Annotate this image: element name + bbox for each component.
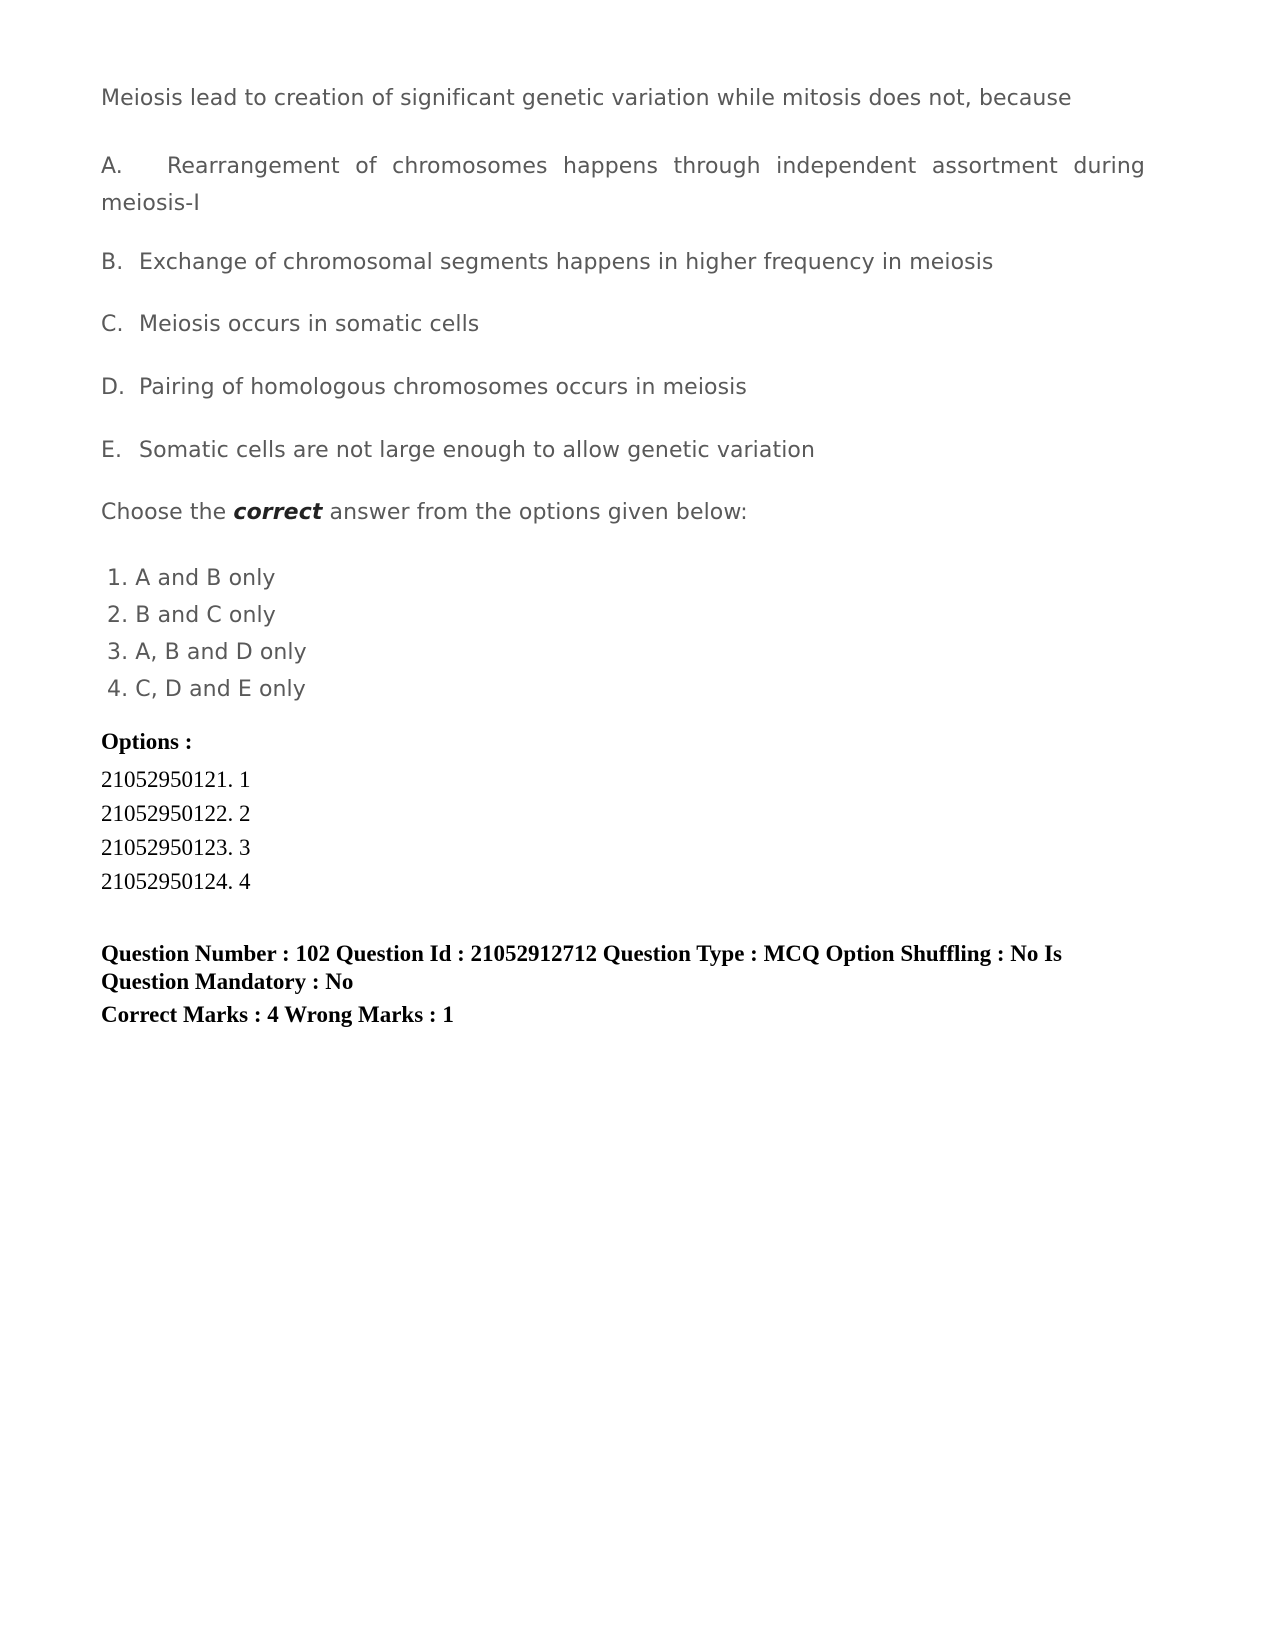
option-item: 21052950124. 4 — [101, 869, 251, 894]
statement-a-first — [101, 148, 340, 185]
statement-word: happens — [563, 154, 659, 179]
answer-instruction — [101, 500, 748, 525]
question-stem: Meiosis lead to creation of significant genetic variation while mitosis does not, because — [101, 86, 1072, 111]
next-question-marks: Correct Marks : 4 Wrong Marks : 1 — [101, 1002, 454, 1027]
statement-word: through — [673, 154, 761, 179]
statement-word: during — [1073, 154, 1145, 179]
answer-choice: 2. B and C only — [107, 603, 276, 628]
statement-a-line1 — [101, 148, 1145, 185]
statement-text: Meiosis occurs in somatic cells — [139, 312, 480, 337]
statement-word: of — [355, 154, 377, 179]
statement-c — [101, 312, 479, 337]
statement-a-line2: meiosis-I — [101, 191, 200, 216]
options-list — [101, 763, 251, 899]
instruction-prefix: Choose the — [101, 500, 234, 525]
statement-letter: C. — [101, 312, 124, 337]
option-item: 21052950122. 2 — [101, 801, 251, 826]
statement-letter: B. — [101, 250, 124, 275]
instruction-emphasis: correct — [233, 500, 323, 525]
statement-a — [101, 148, 1145, 222]
statement-word: Rearrangement — [167, 154, 340, 179]
next-question-info: Question Number : 102 Question Id : 21052912712 Question Type : MCQ Option Shuffling : No Is Question Mandatory : No — [101, 941, 1063, 994]
statement-text: Somatic cells are not large enough to allow genetic variation — [139, 438, 816, 463]
answer-choices — [107, 560, 307, 708]
statement-b — [101, 250, 993, 275]
answer-choice: 1. A and B only — [107, 566, 276, 591]
statement-word: assortment — [931, 154, 1058, 179]
statement-letter: A. — [101, 154, 123, 179]
instruction-suffix: answer from the options given below: — [322, 500, 748, 525]
options-heading: Options : — [101, 729, 193, 754]
option-item: 21052950121. 1 — [101, 767, 251, 792]
statement-d — [101, 375, 747, 400]
answer-choice: 3. A, B and D only — [107, 640, 307, 665]
statement-word: chromosomes — [392, 154, 548, 179]
statement-letter: E. — [101, 438, 123, 463]
statement-e — [101, 438, 815, 463]
answer-choice: 4. C, D and E only — [107, 677, 306, 702]
statement-text: Pairing of homologous chromosomes occurs in meiosis — [139, 375, 747, 400]
statement-letter: D. — [101, 375, 126, 400]
option-item: 21052950123. 3 — [101, 835, 251, 860]
statement-text: Exchange of chromosomal segments happens in higher frequency in meiosis — [139, 250, 994, 275]
statement-word: independent — [776, 154, 917, 179]
